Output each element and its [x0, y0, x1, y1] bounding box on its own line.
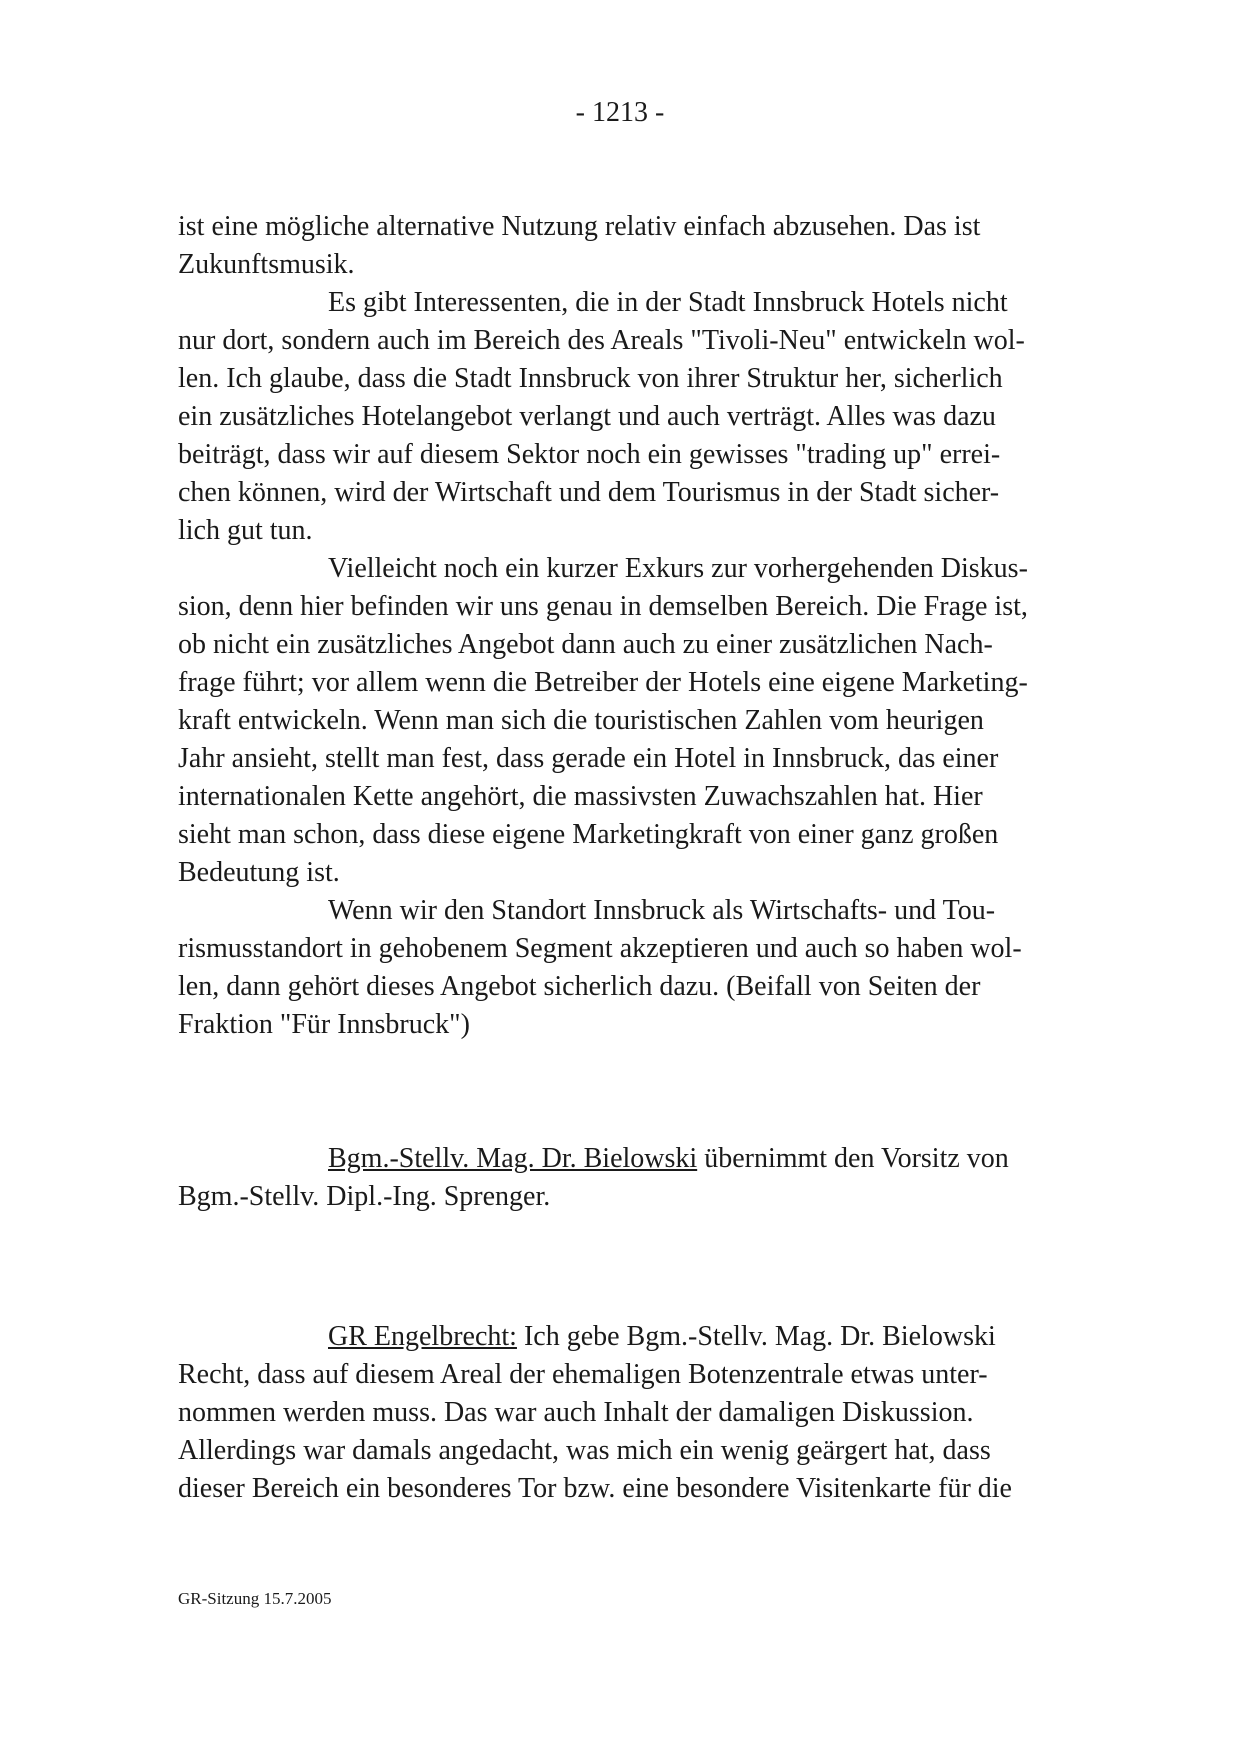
text-line: ist eine mögliche alternative Nutzung relativ einfach abzusehen. Das ist: [178, 211, 981, 242]
text-line: Vielleicht noch ein kurzer Exkurs zur vorhergehenden Diskus-: [328, 553, 1028, 584]
text-line: Bgm.-Stellv. Dipl.-Ing. Sprenger.: [178, 1181, 551, 1212]
text-line: Recht, dass auf diesem Areal der ehemaligen Botenzentrale etwas unter-: [178, 1359, 988, 1390]
text-line: kraft entwickeln. Wenn man sich die touristischen Zahlen vom heurigen: [178, 705, 984, 736]
text-line: chen können, wird der Wirtschaft und dem Tourismus in der Stadt sicher-: [178, 477, 1000, 508]
text-line: ein zusätzliches Hotelangebot verlangt und auch verträgt. Alles was dazu: [178, 401, 996, 432]
footer-session-date: GR-Sitzung 15.7.2005: [178, 1589, 332, 1608]
text-line: ob nicht ein zusätzliches Angebot dann auch zu einer zusätzlichen Nach-: [178, 629, 993, 660]
text-line: internationalen Kette angehört, die massivsten Zuwachszahlen hat. Hier: [178, 781, 983, 812]
page-number: - 1213 -: [575, 97, 665, 128]
text-span: Ich gebe Bgm.-Stellv. Mag. Dr. Bielowski: [516, 1321, 996, 1352]
paragraph-1: [178, 208, 980, 284]
speaker-name: Bgm.-Stellv. Mag. Dr. Bielowski: [328, 1143, 698, 1174]
text-line: nommen werden muss. Das war auch Inhalt der damaligen Diskussion.: [178, 1397, 974, 1428]
text-line: nur dort, sondern auch im Bereich des Areals "Tivoli-Neu" entwickeln wol-: [178, 325, 1025, 356]
text-line: sion, denn hier befinden wir uns genau in demselben Bereich. Die Frage ist,: [178, 591, 1028, 622]
text-line: Fraktion "Für Innsbruck"): [178, 1009, 470, 1040]
text-span: übernimmt den Vorsitz von: [697, 1143, 1009, 1174]
paragraph-3: [178, 550, 1028, 892]
paragraph-6: [178, 1318, 1012, 1508]
paragraph-4: [178, 892, 1022, 1044]
text-line: sieht man schon, dass diese eigene Marketingkraft von einer ganz großen: [178, 819, 999, 850]
text-line: len. Ich glaube, dass die Stadt Innsbruck von ihrer Struktur her, sicherlich: [178, 363, 1003, 394]
text-line: [178, 1318, 1012, 1356]
paragraph-5: [178, 1140, 1009, 1216]
text-line: Bedeutung ist.: [178, 857, 340, 888]
text-line: Wenn wir den Standort Innsbruck als Wirtschafts- und Tou-: [328, 895, 996, 926]
text-line: frage führt; vor allem wenn die Betreiber der Hotels eine eigene Marketing-: [178, 667, 1028, 698]
text-line: rismusstandort in gehobenem Segment akzeptieren und auch so haben wol-: [178, 933, 1022, 964]
text-line: Allerdings war damals angedacht, was mich ein wenig geärgert hat, dass: [178, 1435, 991, 1466]
speaker-name: GR Engelbrecht:: [328, 1321, 517, 1352]
text-line: len, dann gehört dieses Angebot sicherlich dazu. (Beifall von Seiten der: [178, 971, 981, 1002]
text-line: [178, 1140, 1009, 1178]
paragraph-2: [178, 284, 1025, 550]
text-line: Es gibt Interessenten, die in der Stadt Innsbruck Hotels nicht: [328, 287, 1008, 318]
text-line: beiträgt, dass wir auf diesem Sektor noch ein gewisses "trading up" errei-: [178, 439, 1001, 470]
text-line: lich gut tun.: [178, 515, 313, 546]
text-line: Jahr ansieht, stellt man fest, dass gerade ein Hotel in Innsbruck, das einer: [178, 743, 999, 774]
text-line: Zukunftsmusik.: [178, 249, 355, 280]
text-line: dieser Bereich ein besonderes Tor bzw. eine besondere Visitenkarte für die: [178, 1473, 1012, 1504]
